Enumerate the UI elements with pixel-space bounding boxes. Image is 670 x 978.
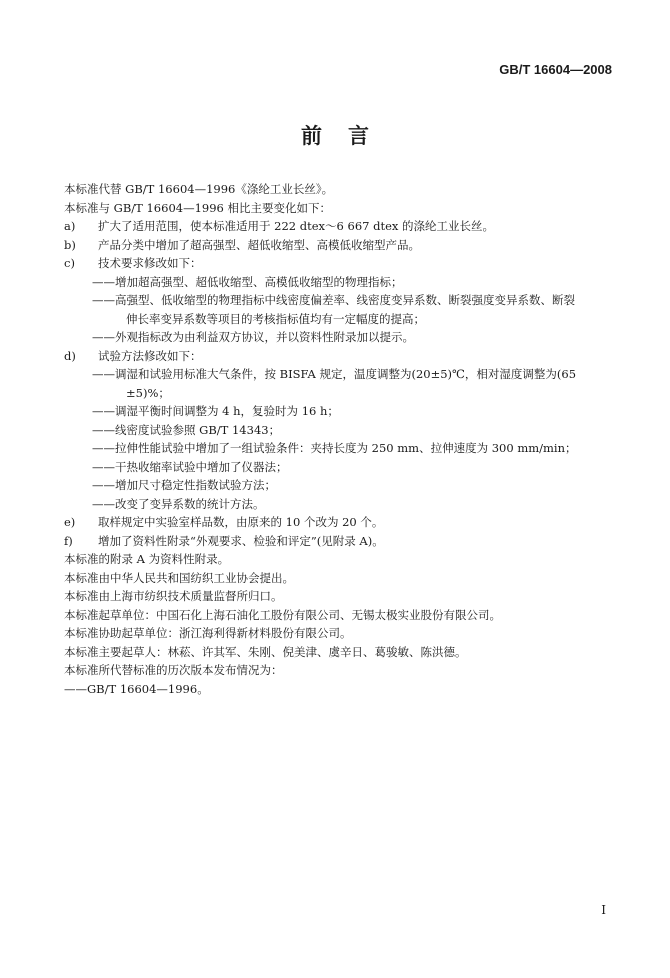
dash-item: ——改变了变异系数的统计方法。 <box>92 496 265 511</box>
list-marker: e) <box>64 515 76 529</box>
dash-item: ——增加尺寸稳定性指数试验方法； <box>92 478 276 492</box>
standard-code: GB/T 16604—2008 <box>499 62 612 77</box>
list-marker: d) <box>64 348 76 363</box>
list-item-text: 取样规定中实验室样品数，由原来的 10 个改为 20 个。 <box>98 515 384 529</box>
dash-item-continuation: 伸长率变异系数等项目的考核指标值均有一定幅度的提高； <box>126 311 425 326</box>
paragraph-assisting-units: 本标准协助起草单位：浙江海利得新材料股份有限公司。 <box>64 626 352 640</box>
dash-item: ——干热收缩率试验中增加了仪器法； <box>92 459 288 474</box>
dash-item-continuation: ±5)%； <box>126 385 170 400</box>
paragraph-history-item: ——GB/T 16604—1996。 <box>64 681 209 696</box>
paragraph-proposer: 本标准由中华人民共和国纺织工业协会提出。 <box>64 570 294 585</box>
paragraph-changes-intro: 本标准与 GB/T 16604—1996 相比主要变化如下： <box>64 200 331 215</box>
list-item-text: 技术要求修改如下： <box>98 256 202 270</box>
list-marker: a) <box>64 219 76 233</box>
dash-item: ——调湿和试验用标准大气条件，按 BISFA 规定，温度调整为(20±5)℃，相对湿度调整为(65 <box>92 367 577 381</box>
list-item-d <box>64 347 624 366</box>
dash-item: ——增加超高强型、超低收缩型、高模低收缩型的物理指标； <box>92 274 403 289</box>
list-item-text: 扩大了适用范围，使本标准适用于 222 dtex～6 667 dtex 的涤纶工业长丝。 <box>98 219 495 233</box>
paragraph-jurisdiction: 本标准由上海市纺织技术质量监督所归口。 <box>64 589 283 603</box>
paragraph-drafters: 本标准主要起草人：林菘、许其军、朱刚、倪美津、虞辛日、葛骏敏、陈洪德。 <box>64 644 467 659</box>
list-item-c <box>64 254 624 273</box>
paragraph-annex: 本标准的附录 A 为资料性附录。 <box>64 552 230 566</box>
paragraph-replaces: 本标准代替 GB/T 16604—1996《涤纶工业长丝》。 <box>64 182 334 196</box>
dash-item: ——外观指标改为由利益双方协议，并以资料性附录加以提示。 <box>92 330 414 344</box>
list-marker: c) <box>64 256 75 270</box>
list-marker: b) <box>64 237 76 252</box>
list-item-a <box>64 217 624 236</box>
dash-item: ——拉伸性能试验中增加了一组试验条件：夹持长度为 250 mm、拉伸速度为 300 mm/min； <box>92 441 577 455</box>
page-title: 前言 <box>301 124 395 148</box>
list-item-text: 产品分类中增加了超高强型、超低收缩型、高模低收缩型产品。 <box>98 237 420 252</box>
page-number: I <box>601 903 606 917</box>
list-item-f <box>64 532 624 551</box>
paragraph-history: 本标准所代替标准的历次版本发布情况为： <box>64 663 283 677</box>
list-item-b <box>64 236 624 255</box>
dash-item: ——高强型、低收缩型的物理指标中线密度偏差率、线密度变异系数、断裂强度变异系数、断裂 <box>92 293 575 307</box>
dash-item: ——线密度试验参照 GB/T 14343； <box>92 422 281 437</box>
list-item-text: 试验方法修改如下： <box>98 348 202 363</box>
dash-item: ——调湿平衡时间调整为 4 h，复验时为 16 h； <box>92 404 339 418</box>
list-item-e <box>64 513 624 532</box>
list-item-text: 增加了资料性附录“外观要求、检验和评定”(见附录 A)。 <box>98 533 384 548</box>
list-marker: f) <box>64 533 73 548</box>
foreword-body <box>64 180 624 698</box>
paragraph-drafting-units: 本标准起草单位：中国石化上海石油化工股份有限公司、无锡太极实业股份有限公司。 <box>64 607 501 622</box>
